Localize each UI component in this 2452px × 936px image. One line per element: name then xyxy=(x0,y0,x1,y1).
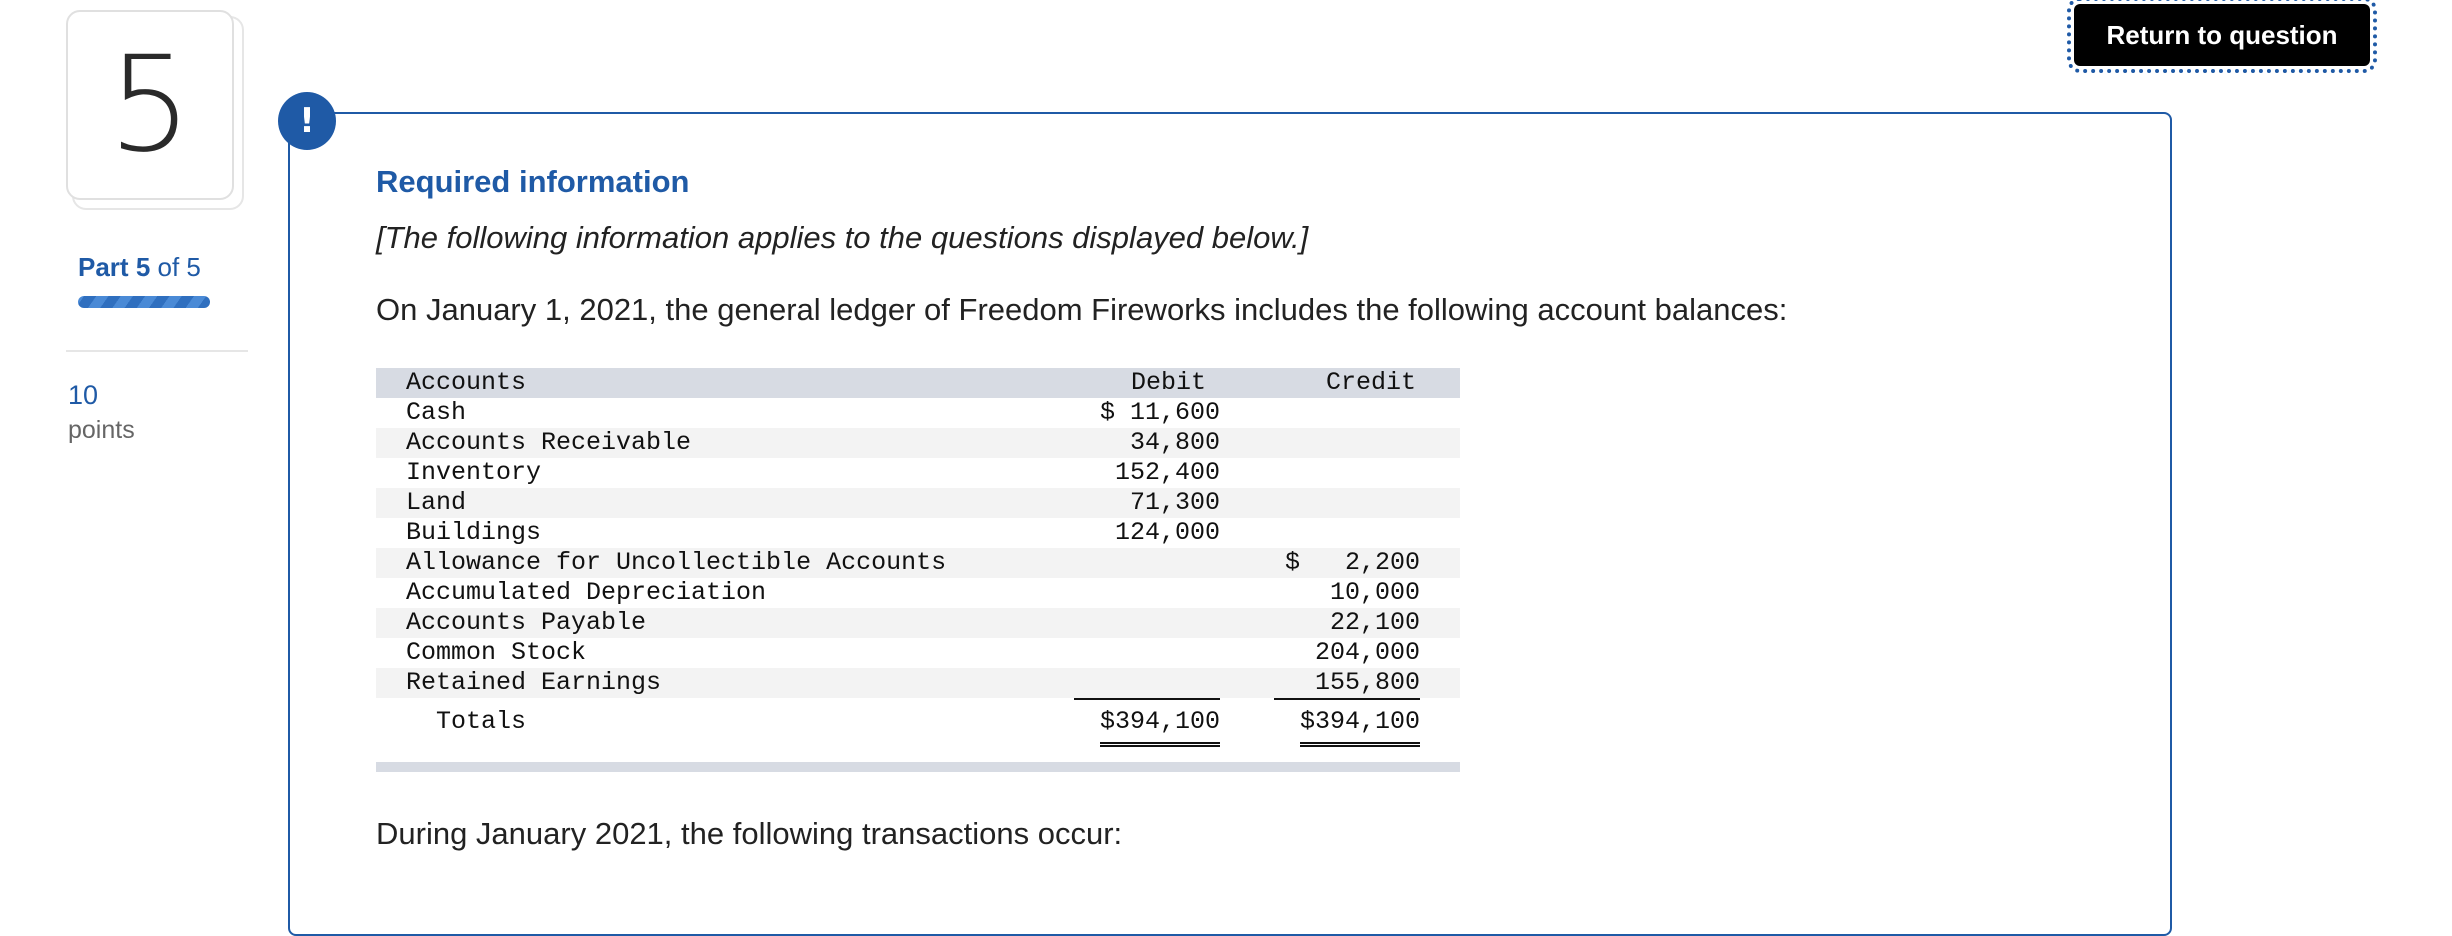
debit-value: 71,300 xyxy=(1129,488,1220,517)
ledger-footer-bar xyxy=(376,762,1460,772)
ledger-table xyxy=(376,368,1460,772)
card-face xyxy=(66,10,234,200)
account-name: Land xyxy=(406,488,467,517)
points-label: points xyxy=(68,416,135,444)
ledger-row xyxy=(376,638,1460,668)
account-name: Accumulated Depreciation xyxy=(406,578,767,607)
ledger-row xyxy=(376,578,1460,608)
ledger-row xyxy=(376,518,1460,548)
required-info-title: Required information xyxy=(376,164,690,199)
credit-total: $394,100 xyxy=(1300,702,1420,747)
credit-value: 22,100 xyxy=(1329,608,1420,637)
ledger-row xyxy=(376,428,1460,458)
credit-value: 204,000 xyxy=(1314,638,1420,667)
question-number-card xyxy=(66,10,234,200)
info-intro: On January 1, 2021, the general ledger of Freedom Fireworks includes the following account balances: xyxy=(376,292,1788,327)
ledger-row xyxy=(376,458,1460,488)
credit-subtotal-rule xyxy=(1274,698,1420,700)
header-credit: Credit xyxy=(1325,368,1416,397)
debit-subtotal-rule xyxy=(1074,698,1220,700)
account-name: Retained Earnings xyxy=(406,668,662,697)
credit-value: 10,000 xyxy=(1329,578,1420,607)
part-indicator xyxy=(78,252,201,283)
info-note: [The following information applies to the questions displayed below.] xyxy=(376,220,1309,255)
part-progress-bar xyxy=(78,296,210,308)
part-prefix: Part xyxy=(78,252,129,282)
ledger-row xyxy=(376,668,1460,698)
transactions-intro: During January 2021, the following transactions occur: xyxy=(376,816,1123,851)
points-value: 10 xyxy=(68,380,99,410)
account-name: Accounts Receivable xyxy=(406,428,692,457)
ledger-header-row xyxy=(376,368,1460,398)
part-total: of 5 xyxy=(157,252,201,282)
ledger-row xyxy=(376,398,1460,428)
debit-value: 124,000 xyxy=(1114,518,1220,547)
credit-value: $ 2,200 xyxy=(1284,548,1420,577)
account-name: Inventory xyxy=(406,458,542,487)
alert-icon: ! xyxy=(278,92,336,150)
ledger-totals-row xyxy=(376,698,1460,746)
account-name: Common Stock xyxy=(406,638,587,667)
ledger-row xyxy=(376,488,1460,518)
account-name: Buildings xyxy=(406,518,542,547)
totals-label: Totals xyxy=(436,707,527,736)
debit-value: 34,800 xyxy=(1129,428,1220,457)
account-name: Cash xyxy=(406,398,467,427)
debit-value: $ 11,600 xyxy=(1099,398,1220,427)
debit-total: $394,100 xyxy=(1100,702,1220,747)
part-current: 5 xyxy=(135,252,151,282)
account-name: Accounts Payable xyxy=(406,608,647,637)
ledger-row xyxy=(376,548,1460,578)
account-name: Allowance for Uncollectible Accounts xyxy=(406,548,947,577)
header-debit: Debit xyxy=(1130,368,1206,397)
header-accounts: Accounts xyxy=(406,368,527,397)
return-to-question-button[interactable]: Return to question xyxy=(2074,4,2370,66)
ledger-row xyxy=(376,608,1460,638)
rail-divider xyxy=(66,350,248,352)
credit-value: 155,800 xyxy=(1314,668,1420,697)
question-number: 5 xyxy=(108,28,192,182)
debit-value: 152,400 xyxy=(1114,458,1220,487)
